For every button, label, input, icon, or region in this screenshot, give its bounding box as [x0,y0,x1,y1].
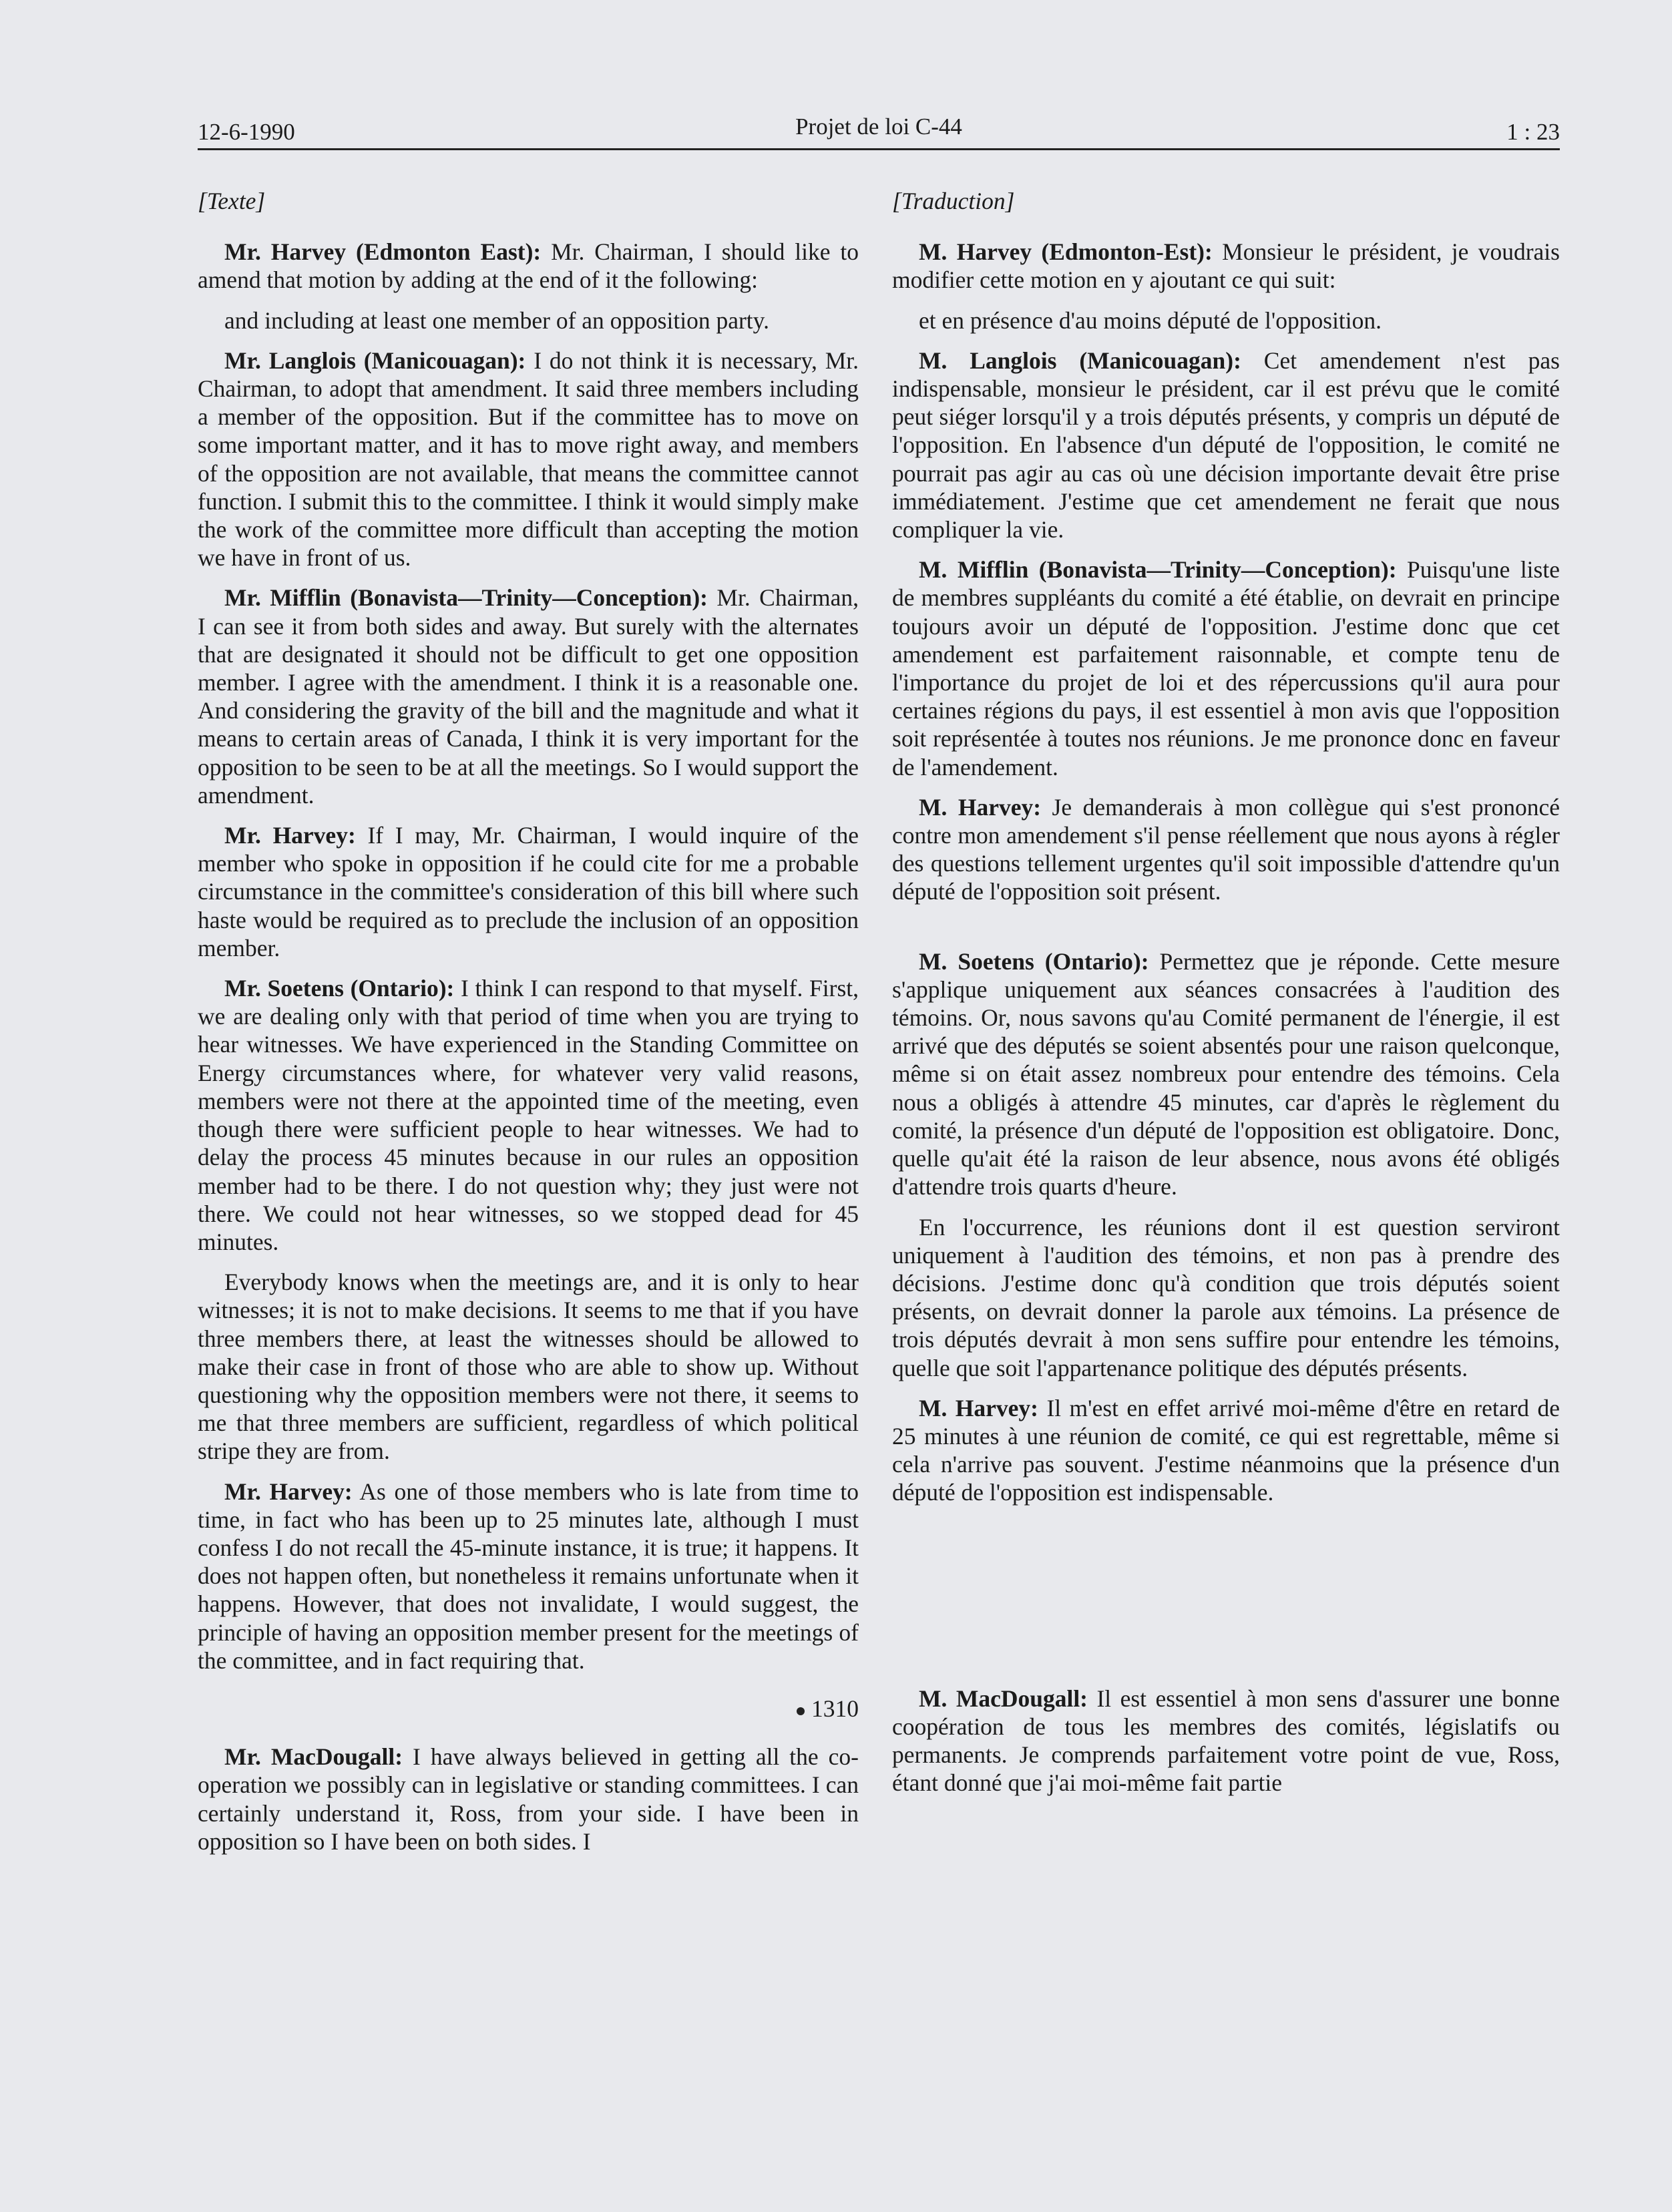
paragraph [198,1743,859,1855]
speech: Il est essentiel à mon sens d'assurer une bonne coopération de tous les membres des comités, législatifs ou permanents. Je comprends parfaitement votre point de vue, Ross, étant donné que j'ai moi-même fait partie [892,1685,1560,1797]
paragraph [892,793,1560,906]
paragraph [198,347,859,572]
language-tag: [Texte] [198,188,266,214]
english-column [198,187,859,1867]
speech: Everybody knows when the meetings are, and it is only to hear witnesses; it is not to make decisions. It seems to me that if you have three members there, at least the witnesses should be allowed to make their case in front of those who are able to show up. Without questioning why the opposition members were not there, it seems to me that three members are sufficient, regardless of which political stripe they are from. [198,1269,859,1465]
speaker: M. MacDougall: [919,1685,1088,1712]
speaker: Mr. Langlois (Manicouagan): [224,347,526,374]
speaker: Mr. Harvey (Edmonton East): [224,238,542,266]
paragraph [892,238,1560,294]
speaker: M. Mifflin (Bonavista—Trinity—Conception): [919,556,1397,584]
paragraph [198,1478,859,1675]
paragraph [198,584,859,809]
speech: I have always believed in getting all the co-operation we possibly can in legislative or standing committees. I can certainly understand it, Ross, from your side. I have been in opposition so I have been on both sides. I [198,1743,859,1855]
paragraph [198,1268,859,1465]
paragraph [892,306,1560,335]
speech: Je demanderais à mon collègue qui s'est prononcé contre mon amendement s'il pense réellement que nous ayons à régler des questions tellement urgentes qu'il soit impossible d'attendre qu'un député de l'opposition soit présent. [892,793,1560,905]
paragraph [198,238,859,294]
speech: En l'occurrence, les réunions dont il est question serviront uniquement à l'audition des témoins, et non pas à prendre des décisions. J'estime donc qu'à condition que trois députés soient présents, on devrait donner la parole aux témoins. La présence de trois députés devrait à mon sens suffire pour entendre les témoins, quelle que soit l'appartenance politique des députés présents. [892,1213,1560,1381]
speaker: Mr. MacDougall: [224,1743,403,1771]
speaker: M. Langlois (Manicouagan): [919,347,1241,374]
speech: Monsieur le président, je voudrais modifier cette motion en y ajoutant ce qui suit: [892,238,1560,294]
paragraph [198,974,859,1256]
speech: et en présence d'au moins député de l'opposition. [919,306,1382,334]
speaker: Mr. Soetens (Ontario): [224,975,455,1002]
speaker: M. Harvey: [919,1394,1039,1421]
paragraph [892,1213,1560,1382]
time-marker [198,1695,859,1723]
header-rule [198,148,1560,150]
paragraph [892,1685,1560,1797]
header-date: 12-6-1990 [198,119,295,145]
speech: If I may, Mr. Chairman, I would inquire of the member who spoke in opposition if he could cite for me a probable circumstance in the committee's consideration of this bill where such haste would be required as to preclude the inclusion of an opposition member. [198,822,859,961]
speaker: Mr. Mifflin (Bonavista—Trinity—Conception): [224,584,708,612]
header-page-number: 1 : 23 [1506,119,1560,145]
speaker: M. Harvey (Edmonton-Est): [919,238,1213,266]
spacer [892,918,1560,947]
speech: Puisqu'une liste de membres suppléants du comité a été établie, on devrait en principe toujours avoir un député de l'opposition. J'estime donc que cet amendement est parfaitement raisonnable, et compte tenu de l'importance du projet de loi et des répercussions qu'il aura pour certaines régions du pays, il est essentiel à mon avis que l'opposition soit représentée à toutes nos réunions. Je me prononce donc en faveur de l'amendement. [892,556,1560,781]
paragraph [198,306,859,335]
french-column [892,187,1560,1809]
paragraph [892,1394,1560,1507]
speech: Mr. Chairman, I can see it from both sides and away. But surely with the alternates that are designated it should not be difficult to get one opposition member. I agree with the amendment. I think it is a reasonable one. And considering the gravity of the bill and the magnitude and what it means to certain areas of Canada, I think it is very important for the opposition to be seen to be at all the meetings. So I would support the amendment. [198,584,859,809]
header-title: Projet de loi C-44 [795,114,962,140]
time-value: 1310 [811,1695,859,1722]
speech: I do not think it is necessary, Mr. Chairman, to adopt that amendment. It said three members including a member of the opposition. But if the committee has to move on some important matter, and it has to move right away, and members of the opposition are not available, that means the committee cannot function. I submit this to the committee. I think it would simply make the work of the committee more difficult than accepting the motion we have in front of us. [198,347,859,572]
speech: As one of those members who is late from time to time, in fact who has been up to 25 minutes late, although I must confess I do not recall the 45-minute instance, it is true; it happens. It does not happen often, but nonetheless it remains unfortunate when it happens. However, that does not invalidate, I would suggest, the principle of having an opposition member present for the meetings of the committee, and in fact requiring that. [198,1478,859,1674]
speaker: M. Harvey: [919,793,1042,821]
language-tag: [Traduction] [892,188,1015,214]
speech: Il m'est en effet arrivé moi-même d'être en retard de 25 minutes à une réunion de comité, ce qui est regrettable, même si cela n'arrive pas souvent. J'estime néanmoins que la présence d'un député de l'opposition est indispensable. [892,1394,1560,1506]
running-header [198,112,1560,146]
paragraph [198,821,859,962]
speaker: M. Soetens (Ontario): [919,947,1149,975]
speech: I think I can respond to that myself. First, we are dealing only with that period of time when you are trying to hear witnesses. We have experienced in the Standing Committee on Energy circumstances where, for whatever very valid reasons, members were not there at the appointed time of the meeting, even though there were sufficient people to hear witnesses. We had to delay the process 45 minutes because in our rules an opposition member had to be there. I do not question why; they just were not there. We could not hear witnesses, so we stopped dead for 45 minutes. [198,975,859,1255]
paragraph [892,347,1560,543]
paragraph [892,556,1560,781]
spacer [892,1519,1560,1685]
paragraph [892,947,1560,1201]
speech: and including at least one member of an opposition party. [224,306,769,334]
speech: Permettez que je réponde. Cette mesure s'applique uniquement aux séances consacrées à l'audition des témoins. Or, nous savons qu'au Comité permanent de l'énergie, il est arrivé que des députés se soient absentés pour une raison quelconque, même si on était assez nombreux pour entendre des témoins. Cela nous a obligés à attendre 45 minutes, car d'après le règlement du comité, la présence d'un député de l'opposition est obligatoire. Donc, quelle qu'ait été la raison de leur absence, nous avons été obligés d'attendre trois quarts d'heure. [892,947,1560,1200]
speech: Cet amendement n'est pas indispensable, monsieur le président, car il est prévu que le comité peut siéger lorsqu'il y a trois députés présents, y compris un député de l'opposition. En l'absence d'un député de l'opposition, le comité ne pourrait pas agir au cas où une décision importante devait être prise immédiatement. J'estime que cet amendement ne ferait que nous compliquer la vie. [892,347,1560,543]
bullet-icon [797,1707,805,1715]
speaker: Mr. Harvey: [224,822,356,849]
speech: Mr. Chairman, I should like to amend that motion by adding at the end of it the following: [198,238,859,294]
speaker: Mr. Harvey: [224,1478,353,1505]
